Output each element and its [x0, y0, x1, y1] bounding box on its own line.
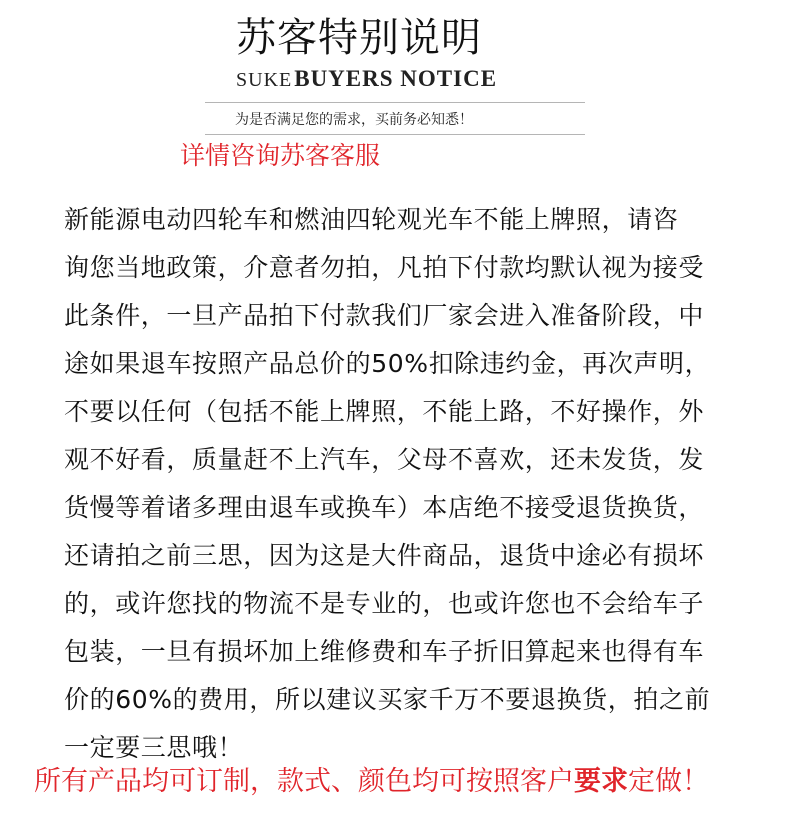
notice-line: 货慢等着诸多理由退车或换车）本店绝不接受退货换货， [64, 493, 705, 522]
notice-line: 一定要三思哦！ [64, 733, 244, 762]
bottom-divider [205, 134, 585, 135]
notice-line: 的，或许您找的物流不是专业的，也或许您也不会给车子 [64, 589, 705, 618]
tagline: 为是否满足您的需求，买前务必知悉！ [235, 112, 473, 128]
notice-line: 询您当地政策，介意者勿拍，凡拍下付款均默认视为接受 [64, 253, 705, 282]
footer-text-part1: 所有产品均可订制，款式、颜色均可按照客户 [34, 766, 574, 797]
notice-line: 途如果退车按照产品总价的50%扣除违约金，再次声明， [64, 349, 711, 378]
subtitle [236, 66, 497, 92]
footer-text-part2: 定做！ [628, 766, 709, 797]
notice-line: 观不好看，质量赶不上汽车，父母不喜欢，还未发货，发 [64, 445, 705, 474]
notice-line: 此条件，一旦产品拍下付款我们厂家会进入准备阶段，中 [64, 301, 705, 330]
notice-body [64, 196, 764, 772]
notice-line: 新能源电动四轮车和燃油四轮观光车不能上牌照，请咨 [64, 205, 679, 234]
notice-line: 价的60%的费用，所以建议买家千万不要退换货，拍之前 [64, 685, 711, 714]
footer-emphasis: 要求 [574, 766, 628, 797]
consult-customer-service-text: 详情咨询苏客客服 [180, 141, 381, 170]
page-title: 苏客特别说明 [236, 15, 482, 61]
notice-line: 还请拍之前三思，因为这是大件商品，退货中途必有损坏 [64, 541, 705, 570]
top-divider [205, 102, 585, 103]
notice-line: 包装，一旦有损坏加上维修费和车子折旧算起来也得有车 [64, 637, 705, 666]
subtitle-brand: SUKE [236, 69, 293, 91]
customization-footer [34, 764, 709, 800]
notice-line: 不要以任何（包括不能上牌照，不能上路，不好操作，外 [64, 397, 705, 426]
subtitle-notice: BUYERS NOTICE [294, 66, 498, 91]
